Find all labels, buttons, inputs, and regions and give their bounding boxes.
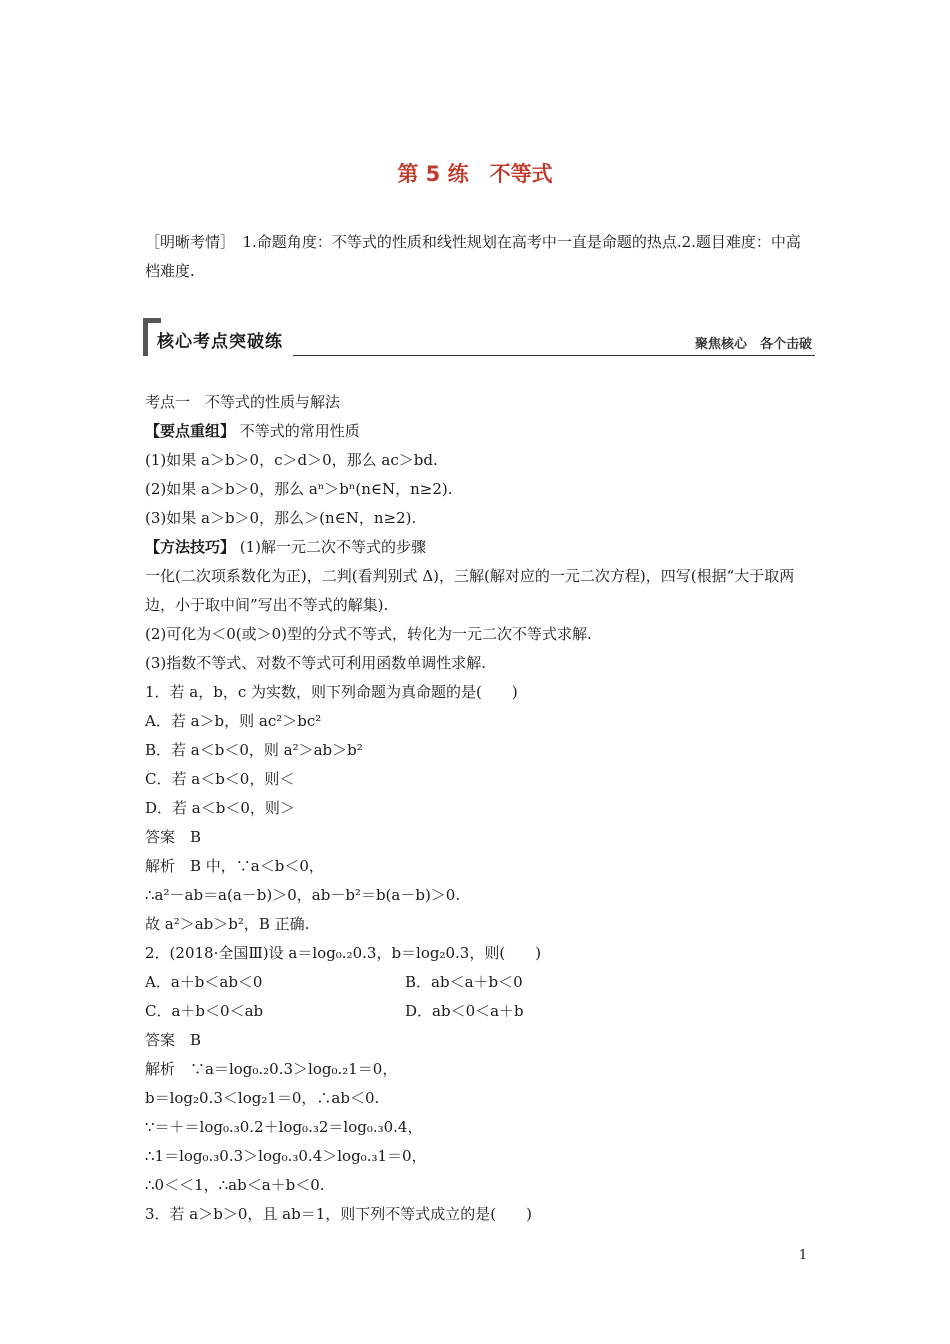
property-2: (2)如果 a＞b＞0，那么 aⁿ＞bⁿ(n∈N，n≥2). <box>145 480 453 498</box>
question-1-option-d: D．若 a＜b＜0，则＞ <box>145 799 295 817</box>
method-text: (1)解一元二次不等式的步骤 <box>235 538 427 556</box>
question-2-options-row-1 <box>145 968 817 997</box>
question-2-option-b: B．ab＜a＋b＜0 <box>405 973 523 991</box>
banner-slogan: 聚焦核心 各个击破 <box>694 337 812 352</box>
key-points-label: 【要点重组】 <box>145 422 236 440</box>
banner-corner-mark-top <box>143 318 161 323</box>
question-1: 1．若 a，b，c 为实数，则下列命题为真命题的是( ) <box>145 683 518 701</box>
explanation-1-line-1: 解析 B 中，∵a＜b＜0， <box>145 857 324 875</box>
answer-1: 答案 B <box>145 828 202 846</box>
page-number: 1 <box>798 1248 808 1263</box>
property-1: (1)如果 a＞b＞0，c＞d＞0，那么 ac＞bd. <box>145 451 438 469</box>
question-1-option-b: B．若 a＜b＜0，则 a²＞ab＞b² <box>145 741 363 759</box>
page-title: 第 5 练 不等式 <box>397 162 553 186</box>
banner-corner-mark <box>143 318 148 356</box>
main-content <box>145 388 817 1229</box>
page-number-wrap <box>0 1248 950 1263</box>
answer-2: 答案 B <box>145 1031 202 1049</box>
method-label: 【方法技巧】 <box>145 538 236 556</box>
explanation-2-line-5: ∴0＜＜1，∴ab＜a＋b＜0. <box>145 1176 325 1194</box>
topic-heading: 考点一 不等式的性质与解法 <box>145 393 341 411</box>
explanation-2-line-2: b＝log₂0.3＜log₂1＝0，∴ab＜0. <box>145 1089 380 1107</box>
question-2-option-a: A．a＋b＜ab＜0 <box>145 973 263 991</box>
explanation-1-line-2: ∴a²－ab＝a(a－b)＞0，ab－b²＝b(a－b)＞0. <box>145 886 461 904</box>
property-3: (3)如果 a＞b＞0，那么＞(n∈N，n≥2). <box>145 509 417 527</box>
explanation-2-line-4: ∴1＝log₀.₃0.3＞log₀.₃0.4＞log₀.₃1＝0， <box>145 1147 427 1165</box>
explanation-2-line-3: ∵＝＋＝log₀.₃0.2＋log₀.₃2＝log₀.₃0.4， <box>145 1118 423 1136</box>
question-2-options-row-2 <box>145 997 817 1026</box>
question-1-option-a: A．若 a＞b，则 ac²＞bc² <box>145 712 322 730</box>
intro-paragraph: ［明晰考情］ 1.命题角度：不等式的性质和线性规划在高考中一直是命题的热点.2.题目难度：中高档难度. <box>145 233 801 280</box>
method-steps: 一化(二次项系数化为正)，二判(看判别式 Δ)，三解(解对应的一元二次方程)，四写(根据“大于取两边，小于取中间”写出不等式的解集). <box>145 567 795 614</box>
question-2-option-d: D．ab＜0＜a＋b <box>405 1002 524 1020</box>
method-line <box>145 533 817 562</box>
key-points-text: 不等式的常用性质 <box>235 422 360 440</box>
question-2: 2．(2018·全国Ⅲ)设 a＝log₀.₂0.3，b＝log₂0.3，则( ) <box>145 944 542 962</box>
banner-rule <box>293 355 815 356</box>
method-2: (2)可化为＜0(或＞0)型的分式不等式，转化为一元二次不等式求解. <box>145 625 592 643</box>
key-points-line <box>145 417 817 446</box>
section-banner <box>143 318 815 358</box>
banner-title: 核心考点突破练 <box>157 332 283 352</box>
explanation-1-line-3: 故 a²＞ab＞b²，B 正确. <box>145 915 310 933</box>
question-2-option-c: C．a＋b＜0＜ab <box>145 1002 264 1020</box>
method-3: (3)指数不等式、对数不等式可利用函数单调性求解. <box>145 654 487 672</box>
question-1-option-c: C．若 a＜b＜0，则＜ <box>145 770 295 788</box>
explanation-2-line-1: 解析 ∵a＝log₀.₂0.3＞log₀.₂1＝0， <box>145 1060 398 1078</box>
question-3: 3．若 a＞b＞0，且 ab＝1，则下列不等式成立的是( ) <box>145 1205 532 1223</box>
